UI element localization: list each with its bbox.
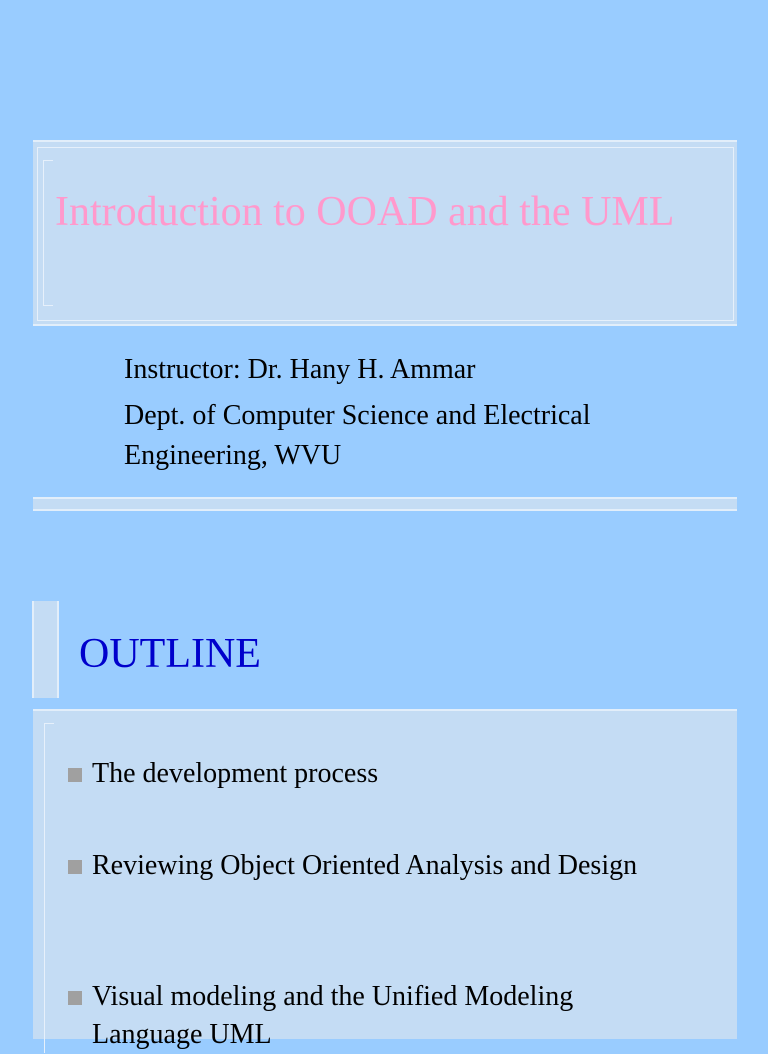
list-item — [92, 978, 652, 1054]
square-bullet-icon — [68, 991, 82, 1005]
bullet-text: The development process — [92, 758, 379, 789]
title-bracket-decoration — [43, 160, 53, 306]
department-name: Dept. of Computer Science and Electrical Engineering, WVU — [124, 400, 591, 471]
content-bracket-decoration — [44, 723, 54, 1053]
instructor-name: Instructor: Dr. Hany H. Ammar — [124, 354, 476, 385]
outline-header-bar — [32, 601, 59, 698]
slide-divider — [33, 497, 737, 511]
instructor-info — [124, 348, 724, 476]
outline-content-panel — [33, 709, 737, 1050]
title-panel — [33, 140, 737, 326]
slide-title: Introduction to OOAD and the UML — [55, 189, 675, 235]
square-bullet-icon — [68, 768, 82, 782]
outline-title: OUTLINE — [79, 631, 261, 677]
bullet-text: Reviewing Object Oriented Analysis and Design — [92, 850, 638, 881]
list-item — [92, 847, 652, 885]
list-item — [92, 755, 652, 793]
bullet-text: Visual modeling and the Unified Modeling Language UML — [92, 981, 574, 1050]
square-bullet-icon — [68, 860, 82, 874]
